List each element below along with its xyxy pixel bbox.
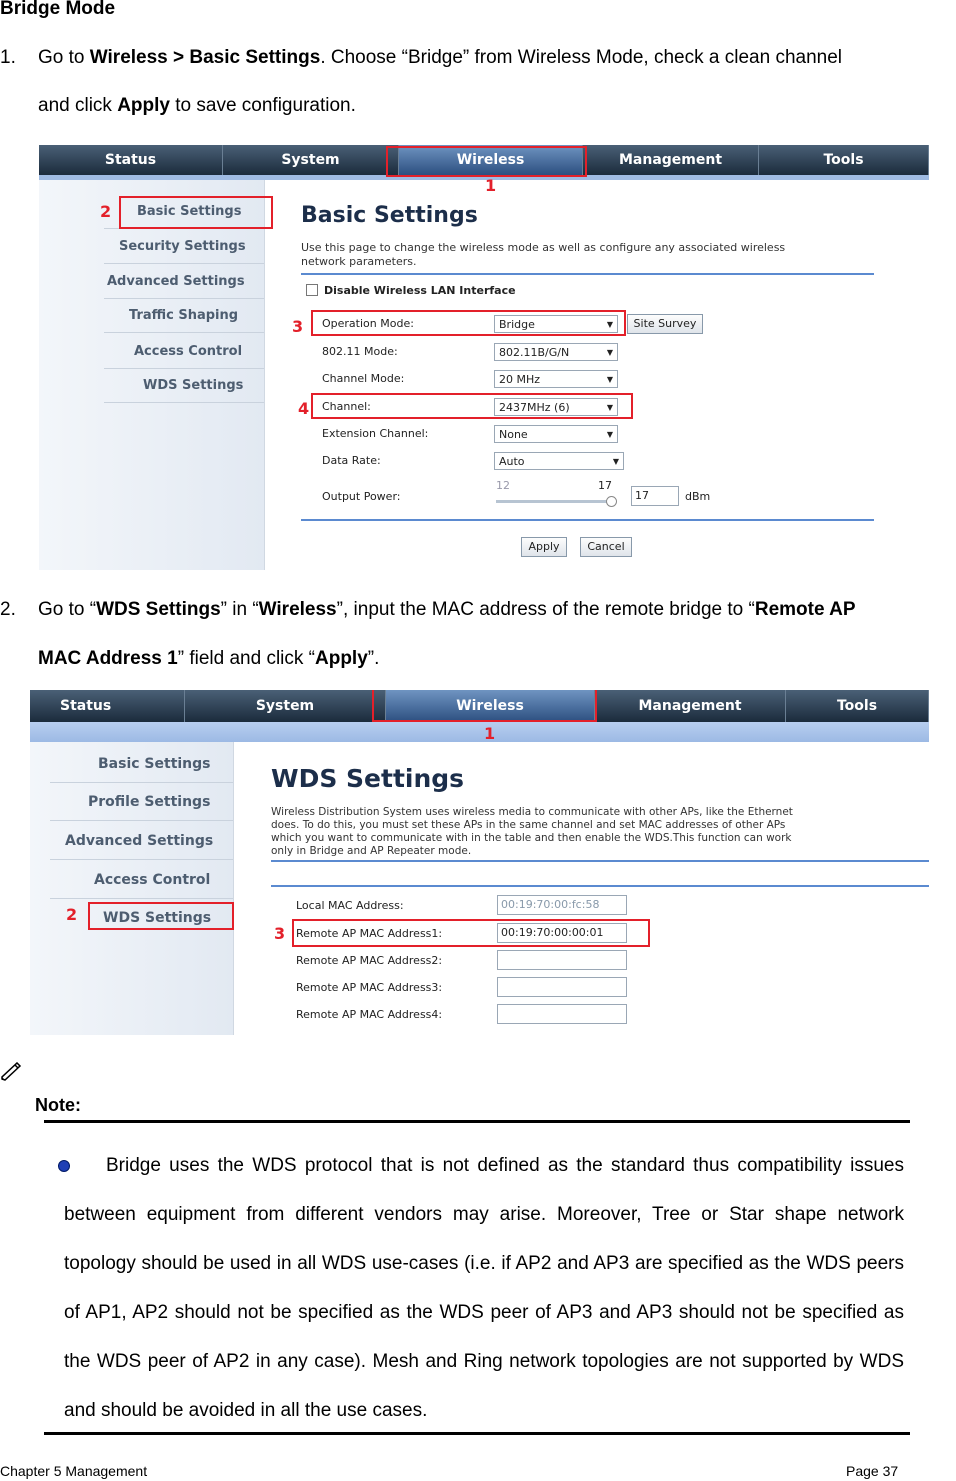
sidebar-item-wds-settings[interactable]: WDS Settings [143, 378, 244, 393]
page-description-line-4: only in Bridge and AP Repeater mode. [271, 845, 472, 857]
tab-management[interactable]: Management [595, 690, 786, 722]
tab-status[interactable]: Status [39, 145, 223, 175]
step-2-line-2: MAC Address 1” field and click “Apply”. [38, 648, 380, 669]
sidebar-item-profile-settings[interactable]: Profile Settings [88, 794, 211, 810]
page-description-line-3: which you want to communicate with in the table and then enable the WDS.This function can work [271, 832, 792, 844]
callout-box-remote-mac-1 [292, 919, 650, 947]
tab-tools[interactable]: Tools [786, 690, 929, 722]
tab-tools[interactable]: Tools [759, 145, 929, 175]
output-power-slider-track [496, 500, 611, 503]
channel-select[interactable]: 2437MHz (6) ▼ [494, 398, 618, 416]
tab-system[interactable]: System [185, 690, 386, 722]
slider-min-label: 12 [496, 479, 510, 492]
channel-label: Channel: [322, 400, 371, 413]
callout-box-wireless-tab [386, 146, 587, 177]
extension-channel-label: Extension Channel: [322, 427, 429, 440]
sidebar [39, 180, 265, 570]
pencil-icon [0, 1062, 22, 1082]
remote-mac-4-label: Remote AP MAC Address4: [296, 1008, 443, 1021]
page-heading: Basic Settings [301, 203, 478, 228]
step-2-number: 2. [0, 599, 16, 620]
callout-box-channel [311, 393, 633, 419]
remote-mac-2-input[interactable] [497, 950, 627, 970]
note-top-rule [44, 1120, 910, 1123]
page-description-line-2: does. To do this, you must set these APs in the same channel and set MAC addresses of other APs [271, 819, 786, 831]
page-description-line-1: Wireless Distribution System uses wireless media to communicate with other APs, like the Ethernet [271, 806, 793, 818]
remote-mac-2-label: Remote AP MAC Address2: [296, 954, 443, 967]
remote-mac-4-input[interactable] [497, 1004, 627, 1024]
note-bottom-rule [44, 1432, 910, 1435]
callout-number-1: 1 [484, 724, 496, 743]
disable-wlan-checkbox[interactable] [306, 284, 318, 296]
nav-underline [30, 722, 929, 742]
callout-number-3: 3 [292, 317, 304, 336]
callout-number-2: 2 [100, 202, 112, 221]
remote-mac-1-input[interactable]: 00:19:70:00:00:01 [497, 923, 627, 943]
basic-settings-screenshot [39, 145, 929, 570]
tab-management[interactable]: Management [583, 145, 759, 175]
sidebar-item-advanced-settings[interactable]: Advanced Settings [65, 833, 214, 849]
output-power-slider[interactable] [606, 496, 617, 507]
channel-mode-label: Channel Mode: [322, 372, 405, 385]
tab-wireless[interactable]: Wireless [399, 145, 583, 175]
local-mac-label: Local MAC Address: [296, 899, 404, 912]
step-1-line-2: and click Apply to save configuration. [38, 95, 356, 116]
tab-system[interactable]: System [223, 145, 399, 175]
callout-box-operation-mode [311, 310, 626, 336]
channel-mode-select[interactable]: 20 MHz ▼ [494, 370, 618, 388]
slider-max-label: 17 [598, 479, 612, 492]
heading-divider [301, 273, 874, 275]
form-top-divider [271, 885, 929, 887]
note-label: Note: [35, 1095, 81, 1115]
heading-divider [271, 860, 929, 862]
step-1-number: 1. [0, 47, 16, 68]
sidebar-item-wds-settings[interactable]: WDS Settings [103, 910, 212, 926]
callout-number-2: 2 [66, 905, 78, 924]
sidebar-item-security-settings[interactable]: Security Settings [119, 239, 246, 254]
form-divider [301, 519, 874, 521]
data-rate-label: Data Rate: [322, 454, 381, 467]
callout-box-basic-settings [119, 196, 273, 229]
callout-box-wireless-tab [372, 690, 597, 722]
sidebar-item-access-control[interactable]: Access Control [134, 344, 243, 359]
callout-number-3: 3 [274, 924, 286, 943]
output-power-label: Output Power: [322, 490, 401, 503]
sidebar-item-advanced-settings[interactable]: Advanced Settings [107, 274, 245, 289]
footer-chapter: Chapter 5 Management [0, 1463, 148, 1479]
tab-status[interactable]: Status [30, 690, 185, 722]
tab-wireless[interactable]: Wireless [386, 690, 595, 722]
step-2-line-1: Go to “WDS Settings” in “Wireless”, input the MAC address of the remote bridge to “Remote AP [38, 599, 856, 620]
sidebar-item-basic-settings[interactable]: Basic Settings [137, 204, 242, 219]
80211-mode-label: 802.11 Mode: [322, 345, 398, 358]
data-rate-select[interactable]: Auto ▼ [494, 452, 624, 470]
remote-mac-3-label: Remote AP MAC Address3: [296, 981, 443, 994]
callout-box-wds-settings [88, 902, 234, 930]
apply-button[interactable]: Apply [521, 537, 567, 557]
80211-mode-select[interactable]: 802.11B/G/N ▼ [494, 343, 618, 361]
operation-mode-select[interactable]: Bridge ▼ [494, 315, 618, 333]
sidebar-item-access-control[interactable]: Access Control [94, 872, 211, 888]
site-survey-button[interactable]: Site Survey [627, 314, 703, 334]
power-unit-label: dBm [685, 490, 711, 503]
callout-number-4: 4 [298, 399, 310, 418]
remote-mac-1-label: Remote AP MAC Address1: [296, 927, 443, 940]
extension-channel-select[interactable]: None ▼ [494, 425, 618, 443]
remote-mac-3-input[interactable] [497, 977, 627, 997]
cancel-button[interactable]: Cancel [580, 537, 632, 557]
footer-page-number: Page 37 [846, 1463, 899, 1479]
page-heading: WDS Settings [271, 764, 465, 793]
step-1-line-1: Go to Wireless > Basic Settings. Choose “Bridge” from Wireless Mode, check a clean channel [38, 47, 843, 68]
sidebar [30, 742, 234, 1035]
local-mac-input: 00:19:70:00:fc:58 [497, 895, 627, 915]
operation-mode-label: Operation Mode: [322, 317, 414, 330]
sidebar-item-traffic-shaping[interactable]: Traffic Shaping [129, 308, 239, 323]
page-description-line-1: Use this page to change the wireless mode as well as configure any associated wireless [301, 241, 786, 254]
callout-number-1: 1 [485, 176, 497, 195]
output-power-input[interactable]: 17 [631, 486, 679, 506]
page-description-line-2: network parameters. [301, 255, 417, 268]
disable-wlan-label: Disable Wireless LAN Interface [324, 284, 516, 297]
sidebar-item-basic-settings[interactable]: Basic Settings [98, 756, 211, 772]
wds-settings-screenshot [30, 690, 929, 1035]
section-title: Bridge Mode [0, 0, 116, 19]
note-text: Bridge uses the WDS protocol that is not defined as the standard thus compatibility issues between equipment from different vendors may arise. Moreover, Tree or Star shape network topology should be used in all WDS use-cases (i.e. if AP2 and AP3 are specified as the WDS peers of AP1, AP2 should not be specified as the WDS peer of AP3 and AP3 should not be specified as the WDS peer of AP2 in any case). Mesh and Ring network topologies are not supported by WDS and should be avoided in all the use cases. [64, 1155, 904, 1421]
